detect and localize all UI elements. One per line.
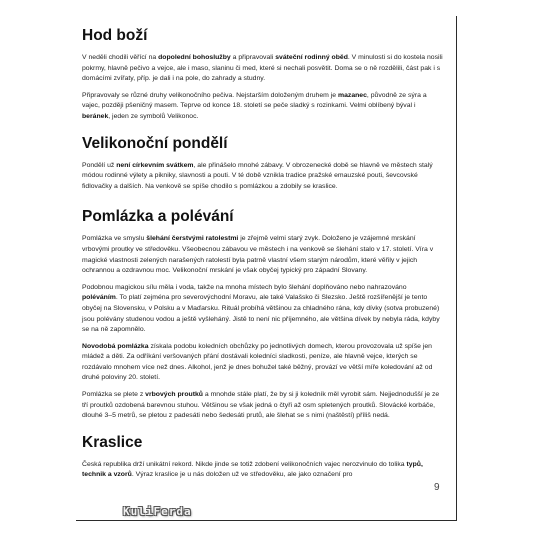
brand-logo: KuliFerda bbox=[119, 505, 196, 518]
emphasis: šlehání čerstvými ratolestmi bbox=[146, 235, 239, 243]
page-content bbox=[82, 27, 444, 481]
emphasis: Novodobá pomlázka bbox=[82, 342, 149, 350]
paragraph: Novodobá pomlázka získala podobu koledních obchůzky po jednotlivých domech, kterou provozovala už spíše jen mládež a děti. Za odříkání veršovaných přání dostávali koledníci sladkosti, peníze, ale hlavně vejce, kterých se rozdávalo mnohem více než dnes. Alkohol, jenž je dnes bohužel také běžný, provází ve větší míře koledování až od druhé poloviny 20. století. bbox=[82, 342, 433, 382]
paragraph: Pondělí už není církevním svátkem, ale přinášelo mnohé zábavy. V obrozenecké době se hlavně ve městech stalý módou rodinné výlety a pikniky, slavnosti a pouti. V té době vznikla tradice pražské emauzské pouti, ševcovské fidlovačky a dalších. Na venkově se spíše chodilo s pomlázkou a zdobily se kraslice. bbox=[82, 161, 433, 190]
emphasis: poléváním bbox=[82, 294, 116, 302]
section-title-hod-bozi: Hod boží bbox=[82, 27, 148, 44]
section-title-pomlazka: Pomlázka a polévání bbox=[82, 208, 234, 226]
section-title-velikonocni-pondeli: Velikonoční pondělí bbox=[82, 134, 228, 152]
paragraph: Pomlázka se plete z vrbových proutků a mnohde stále platí, že by si ji koledník měl vyrobit sám. Nejjednodušší je ze tří proutků ozdobená barevnou stuhou. Většinou se však jedná o čtyři až osm spletených proutků. Slovácké korbáče, dlouhé 3–5 metrů, se pletou z padesáti nebo šedesáti prutů, ale šlehat se s nimi (naštěstí) příliš nedá. bbox=[82, 391, 440, 420]
paragraph: Podobnou magickou sílu měla i voda, takže na mnoha místech bylo šlehání doplňováno nebo nahrazováno poléváním. To platí zejména pro severovýchodní Moravu, ale také Valašsko či Slezsko. Ještě rozšířenější je tento obyčej na Slovensku, v Polsku a v Maďarsku. Rituál probíhá většinou za chladného rána, kdy dívky (sotva probuzené) jsou polévány studenou vodou a ještě vyšleháný. Jistě to není nic příjemného, ale většina dívek by nebyla ráda, kdyby se na ně zapomnělo. bbox=[82, 283, 440, 334]
emphasis: není církevním svátkem bbox=[116, 161, 194, 169]
emphasis: mazanec bbox=[338, 91, 367, 99]
paragraph: Pomlázka ve smyslu šlehání čerstvými ratolestmi je zřejmě velmi starý zvyk. Doloženo je vzájemné mrskání vrbovými proutky ve středověku. Všeobecnou zábavou ve městech i na venkově se šlehání stalo v 17. století. Víra v magické vlastnosti zelených narašených ratolestí byla patrně vlastní všem starým národům, které věřily v jejich ochrannou a ozdravnou moc. Velikonoční mrskání je však obyčej typický pro západní Slovany. bbox=[82, 235, 434, 275]
paragraph: Česká republika drží unikátní rekord. Nikde jinde se totiž zdobení velikonočních vajec nerozvinulo do tolika typů, technik a vzorů. Výraz kraslice je u nás doložen už ve středověku, ale jako označení pro bbox=[82, 460, 423, 479]
paragraph: V neděli chodili věřící na dopolední bohoslužby a připravovali sváteční rodinný oběd. V minulosti si do kostela nosili pokrmy, hlavně pečivo a vejce, ale i maso, slaninu či med, které si nechali posvětit. Doma se o ně rozdělili, část pak i s domácími zvířaty, příp. je dali i na pole, do zahrady a studny. bbox=[82, 54, 443, 83]
emphasis: beránek bbox=[82, 112, 109, 120]
section-title-kraslice: Kraslice bbox=[82, 433, 143, 451]
page-number: 9 bbox=[434, 482, 440, 493]
emphasis: dopolední bohoslužby bbox=[158, 54, 231, 61]
paragraph: Připravovaly se různé druhy velikonočního pečiva. Nejstarším doloženým druhem je mazanec, původně ze sýra a vajec, později pšeničný masem. Teprve od konce 18. století se peče sladký s rozinkami. Velmi oblíbený býval i beránek, jeden ze symbolů Velikonoc. bbox=[82, 91, 427, 120]
emphasis: typů, technik a vzorů bbox=[82, 460, 423, 479]
emphasis: sváteční rodinný oběd bbox=[275, 54, 348, 61]
emphasis: vrbových proutků bbox=[145, 391, 203, 399]
